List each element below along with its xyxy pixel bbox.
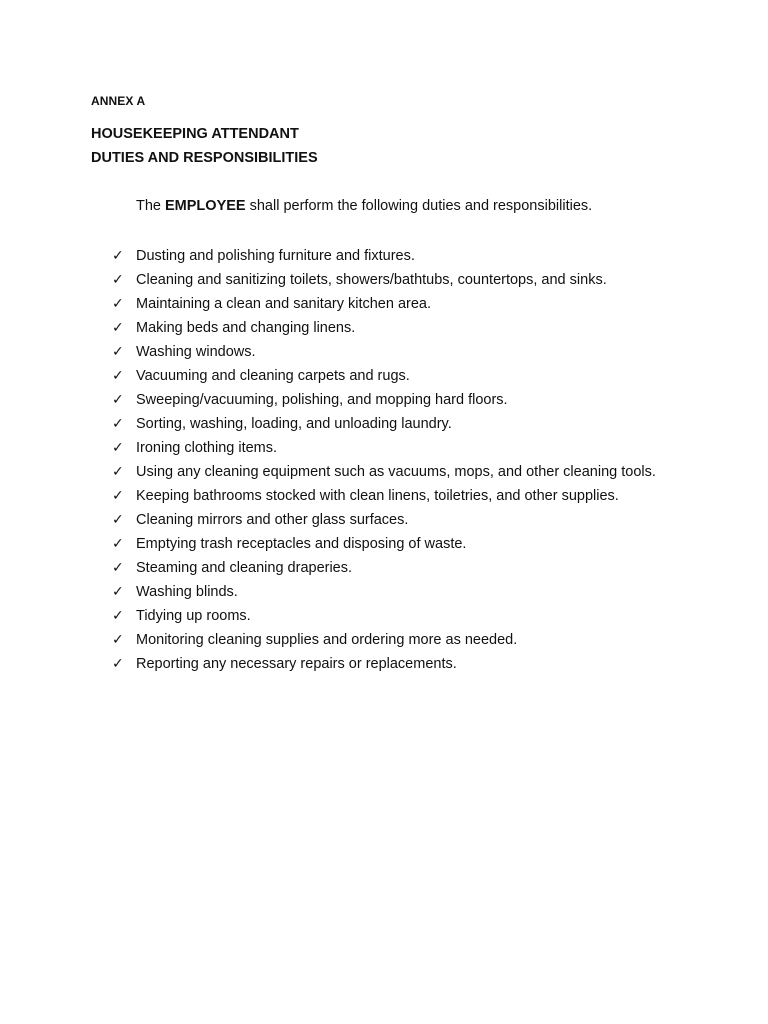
checkmark-icon: ✓ [112,368,124,384]
checkmark-icon: ✓ [112,560,124,576]
duty-item [112,484,692,508]
duty-item [112,292,692,316]
duty-item [112,412,692,436]
duty-text: Steaming and cleaning draperies. [136,560,353,576]
duty-item [112,460,692,484]
duty-text: Using any cleaning equipment such as vacuums, mops, and other cleaning tools. [136,464,656,480]
checkmark-icon: ✓ [112,416,124,432]
document-subtitle: DUTIES AND RESPONSIBILITIES [91,150,318,166]
duties-list [112,244,692,676]
checkmark-icon: ✓ [112,464,124,480]
duty-text: Sweeping/vacuuming, polishing, and mopping hard floors. [136,392,508,408]
duty-text: Vacuuming and cleaning carpets and rugs. [136,368,410,384]
duty-text: Tidying up rooms. [136,608,251,624]
checkmark-icon: ✓ [112,392,124,408]
checkmark-icon: ✓ [112,608,124,624]
duty-text: Emptying trash receptacles and disposing of waste. [136,536,467,552]
checkmark-icon: ✓ [112,488,124,504]
document-title: HOUSEKEEPING ATTENDANT [91,126,299,142]
duty-item [112,652,692,676]
duty-text: Washing windows. [136,344,256,360]
checkmark-icon: ✓ [112,536,124,552]
checkmark-icon: ✓ [112,512,124,528]
duty-item [112,580,692,604]
duty-item [112,268,692,292]
duty-item [112,532,692,556]
duty-text: Monitoring cleaning supplies and ordering more as needed. [136,632,518,648]
duty-text: Ironing clothing items. [136,440,278,456]
intro-prefix: The [136,198,166,214]
duty-item [112,508,692,532]
intro-paragraph [136,198,592,214]
duty-item [112,388,692,412]
duty-item [112,604,692,628]
checkmark-icon: ✓ [112,656,124,672]
duty-item [112,364,692,388]
checkmark-icon: ✓ [112,584,124,600]
intro-suffix: shall perform the following duties and responsibilities. [245,198,593,214]
checkmark-icon: ✓ [112,440,124,456]
duty-text: Dusting and polishing furniture and fixtures. [136,248,415,264]
duty-item [112,340,692,364]
checkmark-icon: ✓ [112,344,124,360]
intro-emphasis: EMPLOYEE [165,198,246,214]
duty-text: Sorting, washing, loading, and unloading laundry. [136,416,452,432]
duty-item [112,316,692,340]
checkmark-icon: ✓ [112,248,124,264]
duty-text: Cleaning mirrors and other glass surfaces. [136,512,409,528]
duty-item [112,436,692,460]
duty-text: Cleaning and sanitizing toilets, showers/bathtubs, countertops, and sinks. [136,272,607,288]
duty-item [112,244,692,268]
duty-text: Making beds and changing linens. [136,320,356,336]
duty-text: Maintaining a clean and sanitary kitchen area. [136,296,432,312]
duty-text: Washing blinds. [136,584,238,600]
annex-label: ANNEX A [91,94,146,108]
checkmark-icon: ✓ [112,632,124,648]
duty-text: Keeping bathrooms stocked with clean linens, toiletries, and other supplies. [136,488,619,504]
checkmark-icon: ✓ [112,320,124,336]
checkmark-icon: ✓ [112,296,124,312]
duty-item [112,556,692,580]
checkmark-icon: ✓ [112,272,124,288]
duty-text: Reporting any necessary repairs or replacements. [136,656,457,672]
duty-item [112,628,692,652]
